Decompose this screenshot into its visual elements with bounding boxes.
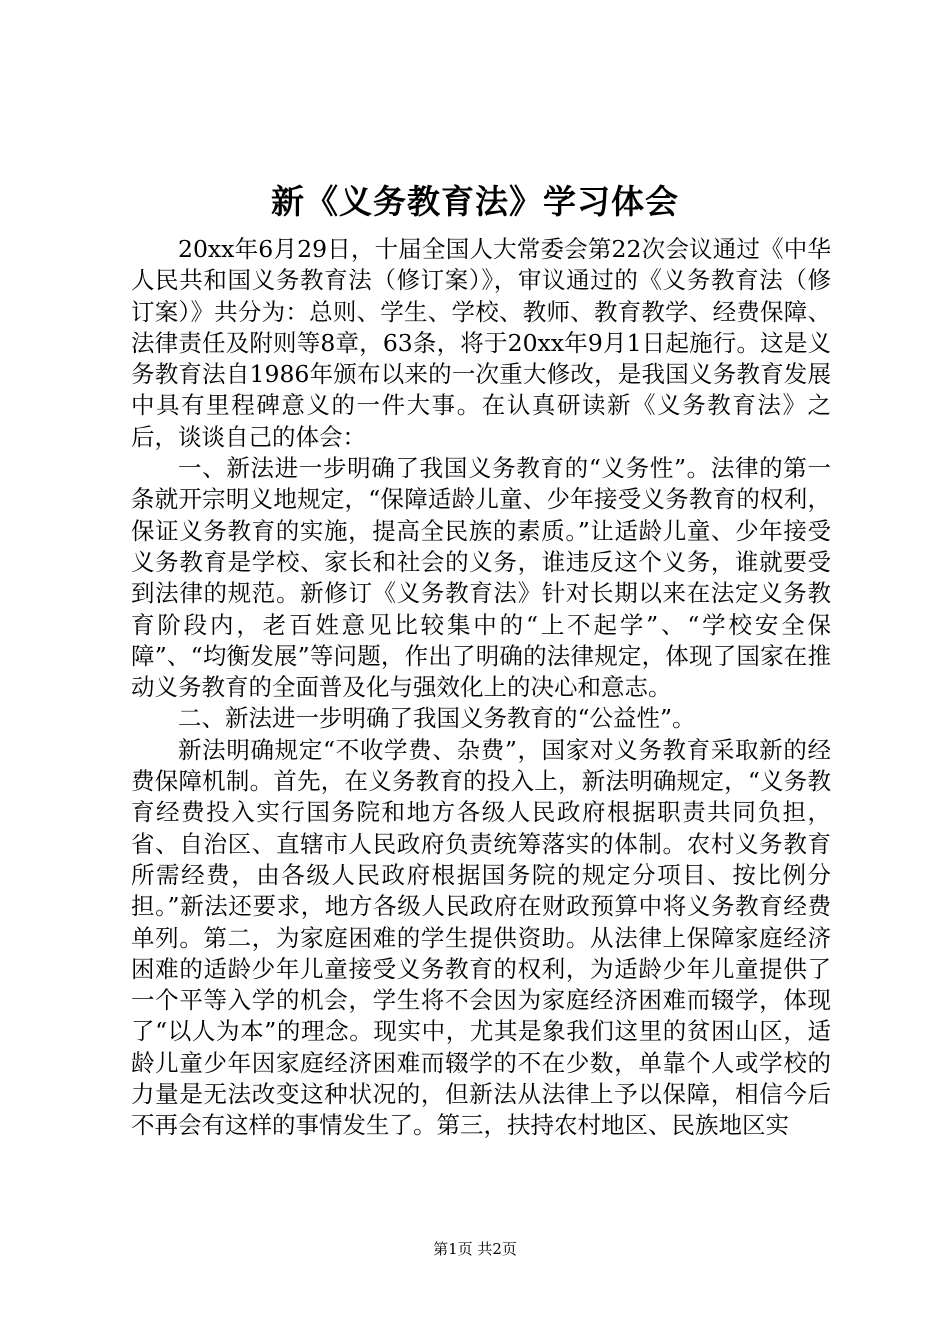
paragraph-section-2-body: 新法明确规定“不收学费、杂费”，国家对义务教育采取新的经费保障机制。首先，在义务教育的投入上，新法明确规定，“义务教育经费投入实行国务院和地方各级人民政府根据职责共同负担，省、自治区、直辖市人民政府负责统筹落实的体制。农村义务教育所需经费，由各级人民政府根据国务院的规定分项目、按比例分担。”新法还要求，地方各级人民政府在财政预算中将义务教育经费单列。第二，为家庭困难的学生提供资助。从法律上保障家庭经济困难的适龄少年儿童接受义务教育的权利，为适龄少年儿童提供了一个平等入学的机会，学生将不会因为家庭经济困难而辍学，体现了“以人为本”的理念。现实中，尤其是象我们这里的贫困山区，适龄儿童少年因家庭经济困难而辍学的不在少数，单靠个人或学校的力量是无法改变这种状况的，但新法从法律上予以保障，相信今后不再会有这样的事情发生了。第三，扶持农村地区、民族地区实 <box>131 735 831 1140</box>
paragraph-section-2-heading: 二、新法进一步明确了我国义务教育的“公益性”。 <box>178 704 696 733</box>
document-body <box>131 234 831 1142</box>
page-footer: 第1页 共2页 <box>433 1240 517 1258</box>
paragraph-intro: 20xx年6月29日，十届全国人大常委会第22次会议通过《中华人民共和国义务教育法（修订案）》，审议通过的《义务教育法（修订案）》共分为：总则、学生、学校、教师、教育教学、经费保障、法律责任及附则等8章，63条，将于20xx年9月1日起施行。这是义务教育法自1986年颁布以来的一次重大修改，是我国义务教育发展中具有里程碑意义的一件大事。在认真研读新《义务教育法》之后，谈谈自己的体会： <box>131 235 831 451</box>
document-title: 新《义务教育法》学习体会 <box>271 182 679 221</box>
paragraph-section-1: 一、新法进一步明确了我国义务教育的“义务性”。法律的第一条就开宗明义地规定，“保障适龄儿童、少年接受义务教育的权利，保证义务教育的实施，提高全民族的素质。”让适龄儿童、少年接受义务教育是学校、家长和社会的义务，谁违反这个义务，谁就要受到法律的规范。新修订《义务教育法》针对长期以来在法定义务教育阶段内，老百姓意见比较集中的“上不起学”、“学校安全保障”、“均衡发展”等问题，作出了明确的法律规定，体现了国家在推动义务教育的全面普及化与强效化上的决心和意志。 <box>131 454 831 702</box>
